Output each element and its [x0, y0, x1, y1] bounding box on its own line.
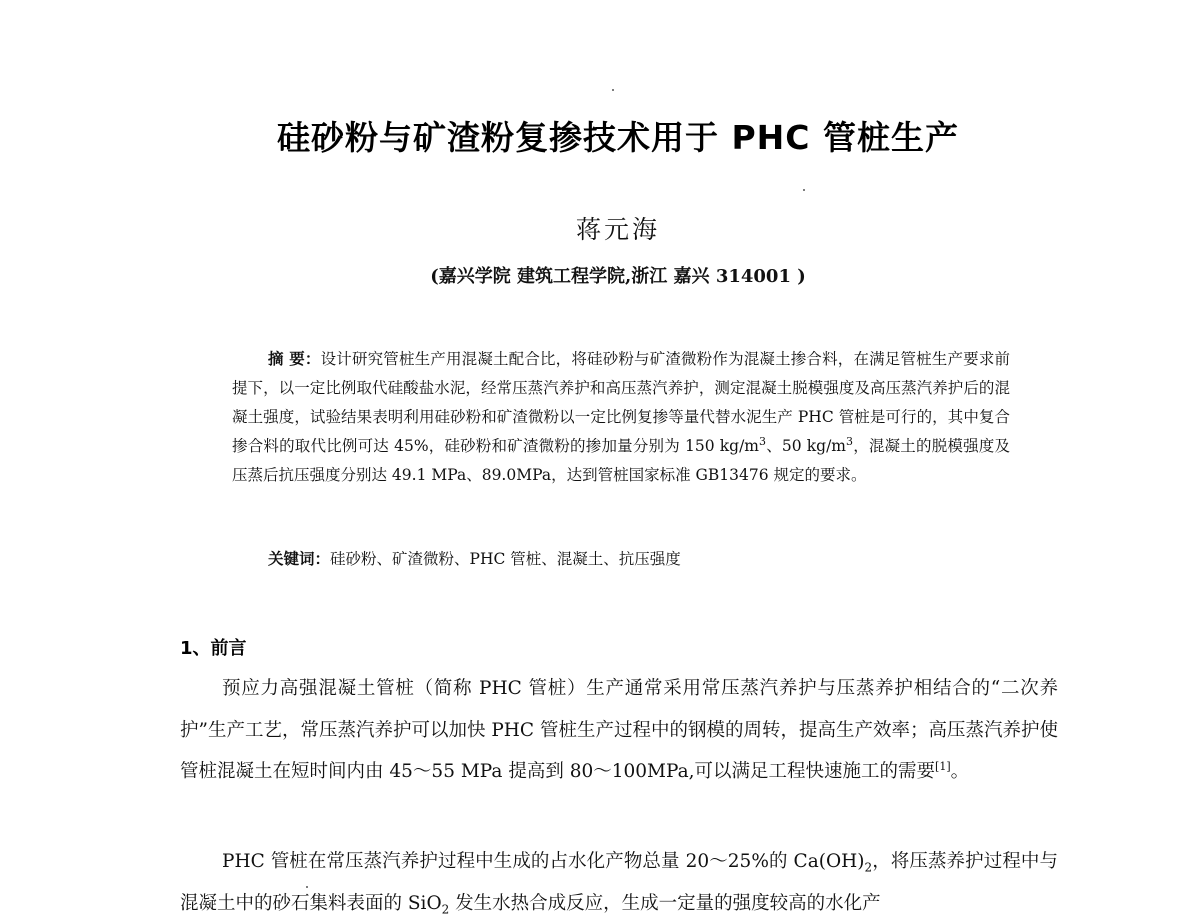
- keywords-text: 硅砂粉、矿渣微粉、PHC 管桩、混凝土、抗压强度: [330, 550, 681, 568]
- scan-speck: [803, 189, 805, 191]
- para2-text-3: 发生水热合成反应，生成一定量的强度较高的水化产: [449, 892, 881, 914]
- para2-subscript-2: 2: [441, 902, 450, 917]
- para1-end: 。: [950, 761, 970, 782]
- abstract-superscript-2: 3: [846, 434, 853, 448]
- author-name: 蒋元海: [575, 215, 660, 244]
- abstract-text-part2: 、50 kg/m: [766, 437, 846, 455]
- keywords: [268, 544, 1010, 574]
- abstract: [232, 344, 1010, 490]
- scan-speck: [612, 89, 614, 91]
- body-paragraph-1: [180, 668, 1058, 793]
- paper-title: 硅砂粉与矿渣粉复掺技术用于 PHC 管桩生产: [277, 118, 959, 157]
- para2-subscript-1: 2: [864, 860, 873, 875]
- section-heading-introduction: 1、前言: [180, 638, 247, 659]
- author-affiliation: (嘉兴学院 建筑工程学院,浙江 嘉兴 314001 ): [430, 266, 806, 287]
- para2-text-2: ，将压蒸养护过程中与混凝土中的砂石集料表面的 SiO: [180, 851, 1058, 914]
- para1-text: 预应力高强混凝土管桩（简称 PHC 管桩）生产通常采用常压蒸汽养护与压蒸养护相结合的“二次养护”生产工艺，常压蒸汽养护可以加快 PHC 管桩生产过程中的钢模的周转，提高生产效率；高压蒸汽养护使管桩混凝土在短时间内由 45～55 MPa 提高到 80～100MPa,可以满足工程快速施工的需要: [180, 678, 1058, 782]
- para2-text-1: PHC 管桩在常压蒸汽养护过程中生成的占水化产物总量 20～25%的 Ca(OH): [222, 851, 865, 872]
- abstract-label: 摘 要：: [268, 349, 321, 368]
- citation-reference: [1]: [935, 759, 951, 773]
- body-paragraph-2: [180, 841, 1058, 920]
- abstract-text-part1: 设计研究管桩生产用混凝土配合比，将硅砂粉与矿渣微粉作为混凝土掺合料，在满足管桩生产要求前提下，以一定比例取代硅酸盐水泥，经常压蒸汽养护和高压蒸汽养护，测定混凝土脱模强度及高压蒸汽养护后的混凝土强度，试验结果表明利用硅砂粉和矿渣微粉以一定比例复掺等量代替水泥生产 PHC 管桩是可行的，其中复合掺合料的取代比例可达 45%，硅砂粉和矿渣微粉的掺加量分别为 150 kg/m: [232, 350, 1010, 455]
- abstract-text-part3: ，混凝土的脱模强度及压蒸后抗压强度分别达 49.1 MPa、89.0MPa，达到管桩国家标准 GB13476 规定的要求。: [232, 437, 1010, 484]
- keywords-label: 关键词：: [268, 549, 331, 568]
- abstract-superscript-1: 3: [759, 434, 767, 448]
